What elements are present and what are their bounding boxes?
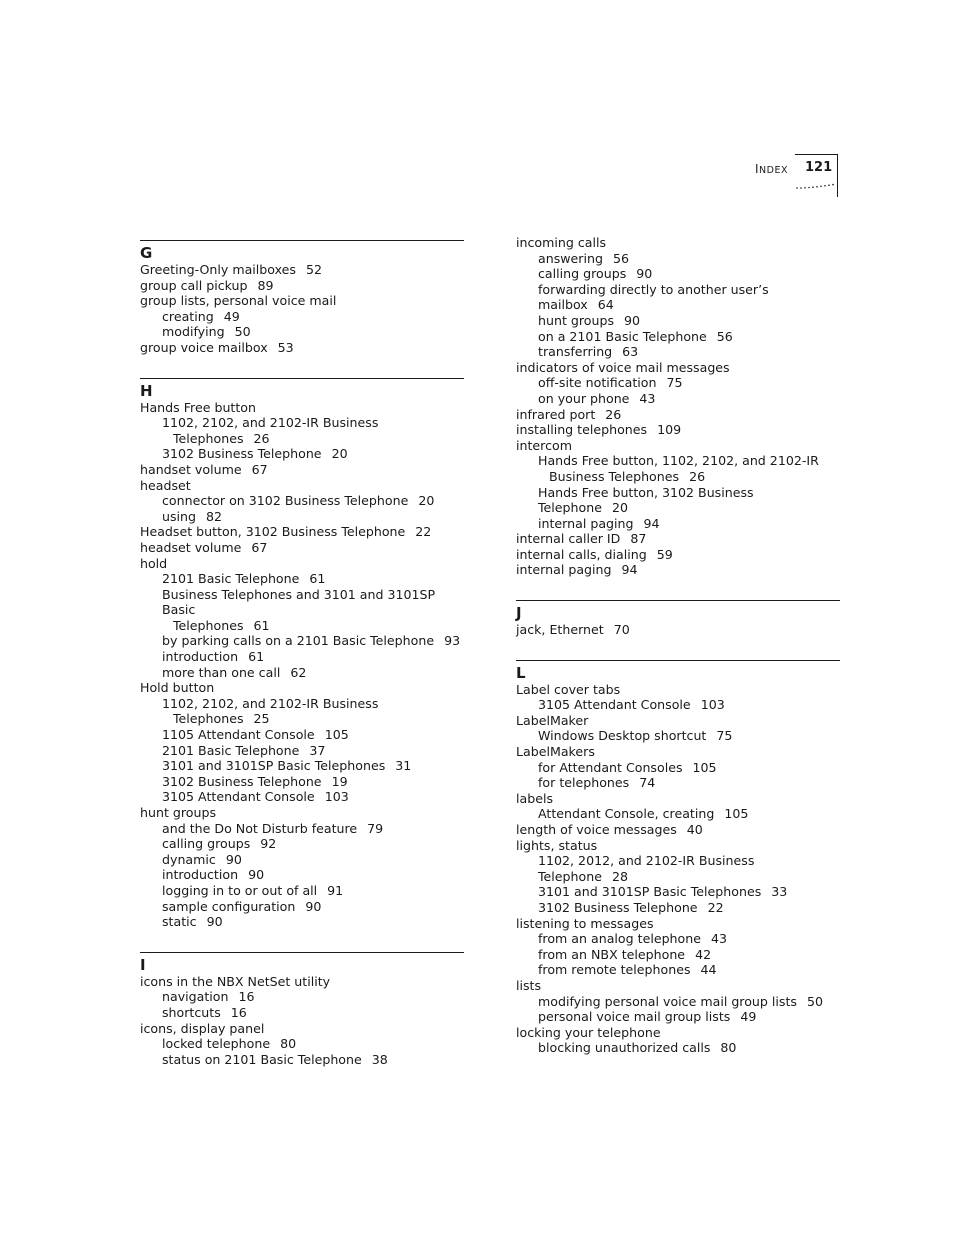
entry-term: internal caller ID bbox=[516, 531, 621, 547]
entry-page-number: 56 bbox=[612, 250, 629, 266]
entry-term: blocking unauthorized calls bbox=[538, 1040, 711, 1056]
entry-page-number: 20 bbox=[611, 500, 628, 516]
entry-page-number: 90 bbox=[636, 266, 653, 282]
entry-term: and the Do Not Disturb feature bbox=[162, 820, 358, 836]
entry-page-number: 33 bbox=[771, 884, 788, 900]
entry-page-number: 79 bbox=[367, 820, 384, 836]
index-entry bbox=[516, 822, 840, 838]
entry-term: Hands Free button bbox=[140, 399, 256, 415]
entry-page-number: 103 bbox=[700, 697, 725, 713]
entry-term: answering bbox=[538, 250, 603, 266]
entry-term: indicators of voice mail messages bbox=[516, 359, 730, 375]
entry-term: logging in to or out of all bbox=[162, 882, 318, 898]
index-entry bbox=[516, 407, 840, 423]
page-number: 121 bbox=[805, 160, 833, 175]
entry-page-number: 37 bbox=[309, 742, 326, 758]
entry-term: for Attendant Consoles bbox=[538, 759, 683, 775]
index-entry bbox=[516, 251, 840, 267]
entry-page-number: 94 bbox=[643, 515, 660, 531]
entry-page-number: 92 bbox=[260, 836, 277, 852]
entry-term: 3101 and 3101SP Basic Telephones bbox=[538, 884, 762, 900]
index-entry bbox=[516, 994, 840, 1010]
index-entry bbox=[516, 266, 840, 282]
entry-page-number: 31 bbox=[395, 758, 412, 774]
entry-term: Telephones bbox=[173, 430, 244, 446]
entry-term: 2101 Basic Telephone bbox=[162, 742, 300, 758]
entry-term: Greeting-Only mailboxes bbox=[140, 262, 296, 277]
index-entry bbox=[140, 680, 464, 696]
index-entry bbox=[140, 1052, 464, 1068]
entry-page-number: 26 bbox=[605, 406, 622, 422]
entry-term: calling groups bbox=[538, 266, 627, 282]
entry-page-number: 74 bbox=[639, 775, 656, 791]
section-rule bbox=[140, 952, 464, 953]
entry-term: Attendant Console, creating bbox=[538, 806, 715, 822]
index-entry bbox=[516, 422, 840, 438]
entry-term: Windows Desktop shortcut bbox=[538, 728, 707, 744]
entry-page-number: 90 bbox=[225, 851, 242, 867]
entry-page-number: 25 bbox=[253, 711, 270, 727]
index-entry bbox=[140, 309, 464, 325]
index-entry bbox=[140, 524, 464, 540]
entry-page-number: 38 bbox=[371, 1051, 388, 1067]
index-entry bbox=[516, 438, 840, 454]
entry-term: from an analog telephone bbox=[538, 931, 701, 947]
entry-term: navigation bbox=[162, 989, 229, 1005]
entry-page-number: 105 bbox=[324, 727, 349, 743]
index-entry bbox=[140, 556, 464, 572]
entry-term: locking your telephone bbox=[516, 1024, 661, 1040]
entry-term: modifying personal voice mail group lists bbox=[538, 993, 797, 1009]
entry-term: hold bbox=[140, 555, 168, 571]
entry-term: 3102 Business Telephone bbox=[538, 899, 698, 915]
entry-page-number: 87 bbox=[630, 531, 647, 547]
index-entry bbox=[516, 947, 840, 963]
entry-page-number: 64 bbox=[597, 297, 614, 313]
entry-page-number: 90 bbox=[206, 914, 223, 930]
index-entry bbox=[516, 453, 840, 469]
entry-term: group call pickup bbox=[140, 277, 248, 293]
index-column-right bbox=[516, 235, 840, 1078]
entry-page-number: 56 bbox=[716, 328, 733, 344]
index-entry bbox=[516, 375, 840, 391]
entry-term: Hold button bbox=[140, 680, 215, 696]
index-entry bbox=[140, 805, 464, 821]
index-entry bbox=[140, 262, 464, 278]
entry-term: dynamic bbox=[162, 851, 216, 867]
index-entry bbox=[516, 900, 840, 916]
running-head bbox=[755, 162, 788, 176]
entry-page-number: 90 bbox=[624, 312, 641, 328]
entry-page-number: 20 bbox=[418, 493, 435, 509]
index-entry bbox=[140, 649, 464, 665]
entry-term: lists bbox=[516, 977, 542, 993]
index-entry bbox=[140, 1021, 464, 1037]
index-entry bbox=[516, 760, 840, 776]
entry-page-number: 94 bbox=[621, 562, 638, 578]
index-entry bbox=[516, 962, 840, 978]
index-entry bbox=[516, 1025, 840, 1041]
entry-page-number: 22 bbox=[415, 524, 432, 540]
index-entry bbox=[516, 547, 840, 563]
entry-term: incoming calls bbox=[516, 235, 607, 250]
index-entry bbox=[140, 540, 464, 556]
entry-page-number: 90 bbox=[248, 867, 265, 883]
index-entry bbox=[140, 696, 464, 712]
entry-term: internal calls, dialing bbox=[516, 546, 647, 562]
entry-page-number: 44 bbox=[700, 962, 717, 978]
entry-page-number: 89 bbox=[257, 277, 274, 293]
entry-term: internal paging bbox=[538, 515, 634, 531]
index-column-left bbox=[140, 240, 464, 1089]
index-entry bbox=[516, 469, 840, 485]
entry-term: using bbox=[162, 508, 197, 524]
entry-page-number: 26 bbox=[689, 468, 706, 484]
index-entry bbox=[516, 516, 840, 532]
entry-term: intercom bbox=[516, 437, 572, 453]
index-entry bbox=[516, 562, 840, 578]
index-entry bbox=[140, 1005, 464, 1021]
index-entry bbox=[140, 789, 464, 805]
index-section bbox=[140, 378, 464, 930]
index-entry bbox=[516, 916, 840, 932]
entry-term: shortcuts bbox=[162, 1004, 221, 1020]
entry-term: headset bbox=[140, 477, 191, 493]
index-entry bbox=[516, 978, 840, 994]
entry-term: introduction bbox=[162, 649, 239, 665]
entry-term: locked telephone bbox=[162, 1036, 271, 1052]
entry-term: 3105 Attendant Console bbox=[162, 789, 315, 805]
entry-page-number: 105 bbox=[692, 759, 717, 775]
entry-term: Telephones bbox=[173, 711, 244, 727]
entry-term: installing telephones bbox=[516, 422, 648, 438]
index-entry bbox=[516, 775, 840, 791]
entry-term: 3102 Business Telephone bbox=[162, 773, 322, 789]
entry-page-number: 43 bbox=[710, 931, 728, 947]
entry-page-number: 70 bbox=[613, 622, 630, 638]
index-entry bbox=[140, 415, 464, 431]
entry-term: length of voice messages bbox=[516, 822, 677, 837]
index-entry bbox=[516, 713, 840, 729]
entry-page-number: 26 bbox=[253, 430, 270, 446]
index-section bbox=[516, 600, 840, 638]
index-section bbox=[516, 235, 840, 578]
entry-term: LabelMakers bbox=[516, 744, 595, 760]
index-entry bbox=[140, 883, 464, 899]
entry-term: icons, display panel bbox=[140, 1020, 265, 1036]
index-entry bbox=[140, 431, 464, 447]
entry-page-number: 90 bbox=[305, 898, 322, 914]
entry-term: transferring bbox=[538, 344, 613, 360]
section-letter: G bbox=[140, 244, 153, 262]
entry-page-number: 49 bbox=[740, 1009, 757, 1025]
entry-term: connector on 3102 Business Telephone bbox=[162, 493, 409, 509]
entry-term: lights, status bbox=[516, 837, 598, 853]
entry-term: calling groups bbox=[162, 836, 251, 852]
entry-term: 2101 Basic Telephone bbox=[162, 571, 300, 587]
index-entry bbox=[140, 821, 464, 837]
entry-term: from remote telephones bbox=[538, 962, 691, 978]
entry-term: jack, Ethernet bbox=[516, 622, 604, 638]
entry-term: hunt groups bbox=[140, 805, 217, 820]
entry-term: 3101 and 3101SP Basic Telephones bbox=[162, 758, 386, 774]
section-letter: I bbox=[140, 955, 146, 974]
entry-term: status on 2101 Basic Telephone bbox=[162, 1051, 362, 1067]
entry-term: modifying bbox=[162, 324, 225, 340]
index-entry bbox=[516, 329, 840, 345]
index-entry bbox=[140, 324, 464, 340]
index-entry bbox=[516, 806, 840, 822]
entry-term: on a 2101 Basic Telephone bbox=[538, 328, 707, 344]
entry-page-number: 67 bbox=[251, 461, 268, 477]
entry-page-number: 49 bbox=[223, 308, 240, 324]
entry-page-number: 67 bbox=[251, 539, 268, 555]
index-entry bbox=[140, 867, 464, 883]
entry-term: Label cover tabs bbox=[516, 681, 621, 697]
section-rule bbox=[140, 378, 464, 379]
entry-term: handset volume bbox=[140, 461, 242, 477]
index-entry bbox=[140, 400, 464, 416]
entry-term: by parking calls on a 2101 Basic Telephone bbox=[162, 633, 435, 649]
index-entry bbox=[516, 728, 840, 744]
entry-page-number: 61 bbox=[248, 649, 265, 665]
entry-term: introduction bbox=[162, 867, 239, 883]
header-rule bbox=[795, 154, 838, 155]
index-entry bbox=[516, 1040, 840, 1056]
entry-term: Hands Free button, 3102 Business Telephone bbox=[538, 484, 754, 516]
index-section bbox=[516, 660, 840, 1056]
entry-term: group lists, personal voice mail bbox=[140, 293, 337, 309]
entry-term: on your phone bbox=[538, 390, 630, 406]
entry-page-number: 80 bbox=[720, 1040, 737, 1056]
index-entry bbox=[516, 884, 840, 900]
section-letter: H bbox=[140, 381, 153, 400]
entry-term: more than one call bbox=[162, 664, 281, 680]
index-entry bbox=[516, 313, 840, 329]
entry-page-number: 16 bbox=[238, 989, 255, 1005]
entry-page-number: 40 bbox=[686, 822, 703, 837]
entry-page-number: 82 bbox=[206, 508, 223, 524]
entry-page-number: 50 bbox=[806, 993, 823, 1009]
entry-term: creating bbox=[162, 308, 214, 324]
entry-term: for telephones bbox=[538, 775, 630, 791]
entry-term: static bbox=[162, 914, 197, 930]
index-entry bbox=[140, 293, 464, 309]
index-entry bbox=[516, 391, 840, 407]
entry-page-number: 53 bbox=[277, 339, 294, 355]
index-entry bbox=[516, 344, 840, 360]
entry-page-number: 61 bbox=[253, 617, 270, 633]
index-entry bbox=[516, 791, 840, 807]
entry-page-number: 22 bbox=[707, 899, 724, 915]
entry-term: off-site notification bbox=[538, 375, 657, 391]
entry-term: Business Telephones and 3101 and 3101SP Basic bbox=[162, 586, 436, 618]
header-vertical-rule bbox=[837, 154, 838, 197]
running-head-rest: NDEX bbox=[759, 165, 788, 176]
entry-term: labels bbox=[516, 790, 554, 806]
page-header bbox=[740, 152, 840, 198]
section-rule bbox=[516, 600, 840, 601]
index-entry bbox=[140, 633, 464, 649]
index-entry bbox=[140, 665, 464, 681]
entry-term: group voice mailbox bbox=[140, 339, 268, 355]
index-entry bbox=[516, 697, 840, 713]
index-entry bbox=[516, 485, 840, 516]
index-entry bbox=[516, 838, 840, 854]
index-entry bbox=[140, 618, 464, 634]
index-entry bbox=[140, 727, 464, 743]
entry-page-number: 75 bbox=[716, 728, 733, 744]
entry-term: Headset button, 3102 Business Telephone bbox=[140, 524, 406, 540]
section-rule bbox=[516, 660, 840, 661]
entry-term: from an NBX telephone bbox=[538, 946, 686, 962]
index-entry bbox=[140, 743, 464, 759]
entry-term: personal voice mail group lists bbox=[538, 1009, 731, 1025]
index-entry bbox=[140, 340, 464, 356]
index-entry bbox=[140, 974, 464, 990]
index-entry bbox=[140, 711, 464, 727]
entry-page-number: 20 bbox=[331, 446, 348, 462]
entry-term: icons in the NBX NetSet utility bbox=[140, 973, 331, 989]
index-entry bbox=[140, 493, 464, 509]
index-entry bbox=[516, 744, 840, 760]
entry-term: 3105 Attendant Console bbox=[538, 697, 691, 713]
entry-page-number: 43 bbox=[639, 390, 656, 406]
index-section bbox=[140, 952, 464, 1068]
index-entry bbox=[140, 587, 464, 618]
index-entry bbox=[140, 509, 464, 525]
entry-page-number: 93 bbox=[444, 633, 461, 649]
index-entry bbox=[140, 989, 464, 1005]
index-entry bbox=[516, 931, 840, 947]
index-entry bbox=[516, 360, 840, 376]
entry-term: sample configuration bbox=[162, 898, 296, 914]
running-head-initial: I bbox=[755, 162, 760, 176]
entry-term: Business Telephones bbox=[549, 468, 680, 484]
entry-page-number: 62 bbox=[290, 664, 307, 680]
index-entry bbox=[140, 446, 464, 462]
index-entry bbox=[140, 836, 464, 852]
index-entry bbox=[140, 914, 464, 930]
entry-page-number: 61 bbox=[309, 571, 326, 587]
entry-page-number: 42 bbox=[695, 946, 712, 962]
entry-page-number: 103 bbox=[324, 789, 349, 805]
entry-term: internal paging bbox=[516, 562, 612, 578]
index-entry bbox=[140, 1036, 464, 1052]
section-letter: J bbox=[516, 604, 522, 623]
entry-page-number: 91 bbox=[327, 882, 344, 898]
entry-page-number: 50 bbox=[234, 324, 251, 340]
entry-page-number: 28 bbox=[611, 868, 628, 884]
index-entry bbox=[516, 682, 840, 698]
index-entry bbox=[516, 853, 840, 884]
entry-page-number: 59 bbox=[656, 546, 673, 562]
entry-page-number: 16 bbox=[230, 1004, 247, 1020]
entry-page-number: 105 bbox=[724, 806, 749, 822]
entry-term: Telephones bbox=[173, 617, 244, 633]
entry-term: forwarding directly to another user’s mailbox bbox=[538, 281, 769, 313]
entry-page-number: 52 bbox=[305, 262, 323, 277]
entry-term: headset volume bbox=[140, 539, 242, 555]
index-entry bbox=[516, 622, 840, 638]
entry-term: hunt groups bbox=[538, 312, 615, 328]
index-entry bbox=[516, 282, 840, 313]
index-entry bbox=[140, 899, 464, 915]
section-letter: L bbox=[516, 663, 526, 682]
entry-term: Hands Free button, 1102, 2102, and 2102-IR bbox=[538, 453, 819, 469]
index-entry bbox=[140, 478, 464, 494]
index-entry bbox=[140, 462, 464, 478]
entry-page-number: 75 bbox=[666, 375, 683, 391]
entry-term: LabelMaker bbox=[516, 712, 589, 728]
index-entry bbox=[140, 758, 464, 774]
index-entry bbox=[140, 774, 464, 790]
entry-term: 3102 Business Telephone bbox=[162, 446, 322, 462]
entry-term: 1105 Attendant Console bbox=[162, 727, 315, 743]
index-entry bbox=[516, 531, 840, 547]
index-entry bbox=[140, 278, 464, 294]
index-entry bbox=[140, 571, 464, 587]
entry-term: 1102, 2012, and 2102-IR Business Telephone bbox=[538, 853, 755, 884]
entry-term: 1102, 2102, and 2102-IR Business bbox=[162, 695, 379, 711]
entry-term: 1102, 2102, and 2102-IR Business bbox=[162, 415, 379, 431]
decorative-dots bbox=[795, 182, 837, 192]
index-section bbox=[140, 240, 464, 356]
index-entry bbox=[516, 235, 840, 251]
entry-page-number: 109 bbox=[657, 422, 682, 438]
entry-term: infrared port bbox=[516, 406, 596, 422]
section-rule bbox=[140, 240, 464, 241]
index-entry bbox=[516, 1009, 840, 1025]
entry-page-number: 63 bbox=[622, 344, 639, 360]
entry-page-number: 19 bbox=[331, 773, 348, 789]
entry-term: listening to messages bbox=[516, 915, 654, 931]
index-entry bbox=[140, 852, 464, 868]
entry-page-number: 80 bbox=[280, 1036, 297, 1052]
